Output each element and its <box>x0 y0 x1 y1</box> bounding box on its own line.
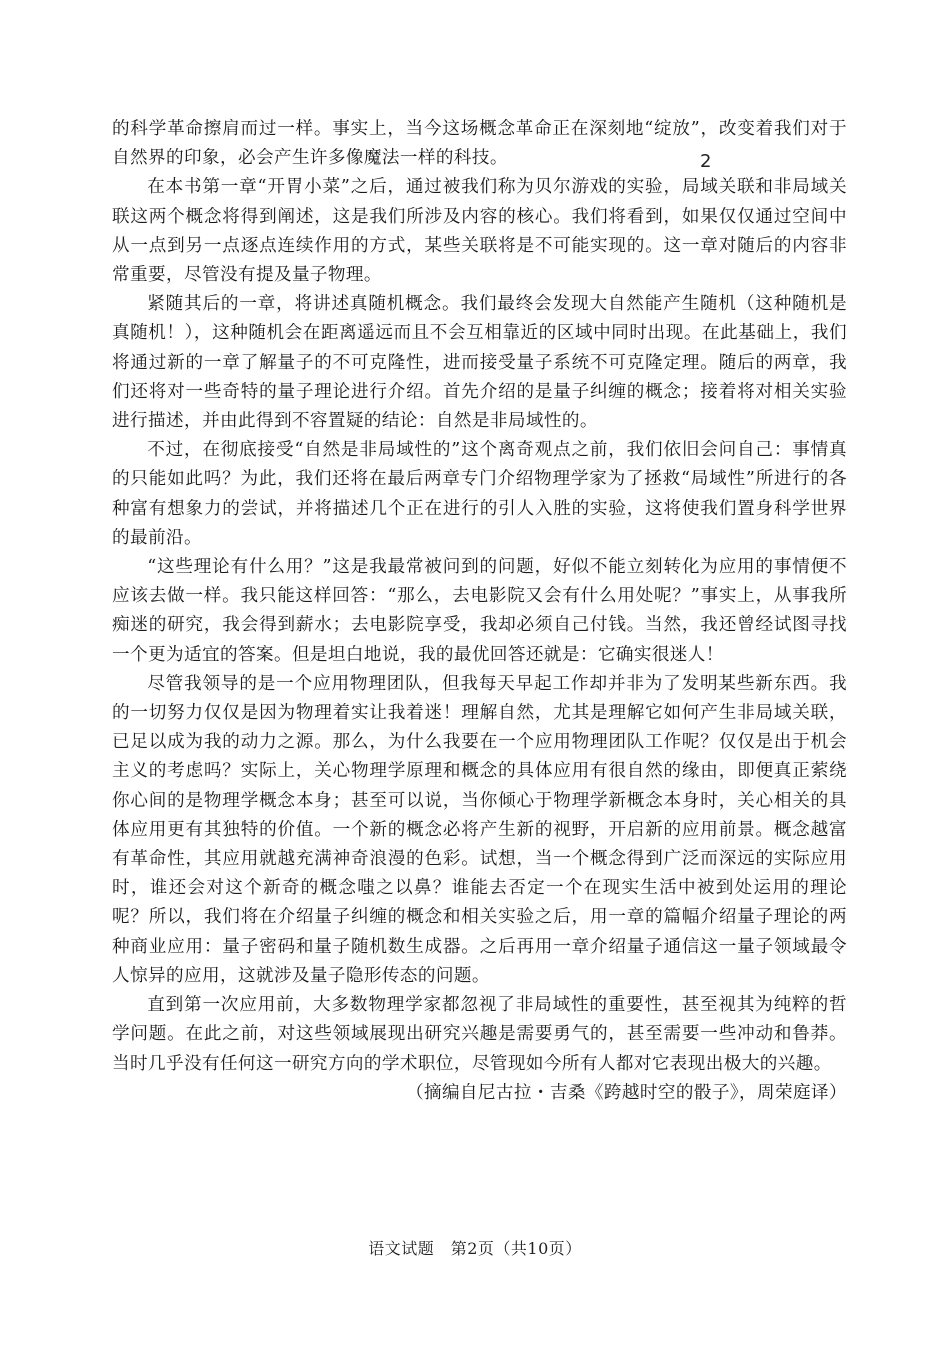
paragraph-locality: 不过，在彻底接受“自然是非局域性的”这个离奇观点之前，我们依旧会问自己：事情真的只能如此吗？为此，我们还将在最后两章专门介绍物理学家为了拯救“局域性”所进行的各种富有想象力的尝试，并将描述几个正在进行的引人入胜的实验，这将使我们置身科学世界的最前沿。 <box>112 440 847 548</box>
page-footer: 语文试题 第2页（共10页） <box>368 1239 582 1258</box>
source-citation: （摘编自尼古拉・吉桑《跨越时空的骰子》，周荣庭译） <box>405 1082 847 1103</box>
paragraph-true-randomness: 紧随其后的一章，将讲述真随机概念。我们最终会发现大自然能产生随机（这种随机是真随机！），这种随机会在距离遥远而且不会互相靠近的区域中同时出现。在此基础上，我们将通过新的一章了解量子的不可克隆性，进而接受量子系统不可克隆定理。随后的两章，我们还将对一些奇特的量子理论进行介绍。首先介绍的是量子纠缠的概念；接着将对相关实验进行描述，并由此得到不容置疑的结论：自然是非局域性的。 <box>112 294 847 432</box>
paragraph-applied-physics: 尽管我领导的是一个应用物理团队，但我每天早起工作却并非为了发明某些新东西。我的一切努力仅仅是因为物理着实让我着迷！理解自然，尤其是理解它如何产生非局域关联，已足以成为我的动力之源。那么，为什么我要在一个应用物理团队工作呢？仅仅是出于机会主义的考虑吗？实际上，关心物理学原理和概念的具体应用有很自然的缘由，即便真正萦绕你心间的是物理学概念本身；甚至可以说，当你倾心于物理学新概念本身时，关心相关的具体应用更有其独特的价值。一个新的概念必将产生新的视野，开启新的应用前景。概念越富有革命性，其应用就越充满神奇浪漫的色彩。试想，当一个概念得到广泛而深远的实际应用时，谁还会对这个新奇的概念嗤之以鼻？谁能去否定一个在现实生活中被到处运用的理论呢？所以，我们将在介绍量子纠缠的概念和相关实验之后，用一章的篇幅介绍量子理论的两种商业应用：量子密码和量子随机数生成器。之后再用一章介绍量子通信这一量子领域最令人惊异的应用，这就涉及量子隐形传态的问题。 <box>112 673 847 986</box>
reading-passage <box>112 115 847 1108</box>
handwritten-page-mark: 2 <box>700 151 712 172</box>
paragraph-chapter-one: 在本书第一章“开胃小菜”之后，通过被我们称为贝尔游戏的实验，局域关联和非局域关联这两个概念将得到阐述，这是我们所涉及内容的核心。我们将看到，如果仅仅通过空间中从一点到另一点逐点连续作用的方式，某些关联将是不可能实现的。这一章对随后的内容非常重要，尽管没有提及量子物理。 <box>112 177 847 286</box>
paragraph-first-application: 直到第一次应用前，大多数物理学家都忽视了非局域性的重要性，甚至视其为纯粹的哲学问题。在此之前，对这些领域展现出研究兴趣是需要勇气的，甚至需要一些冲动和鲁莽。当时几乎没有任何这一研究方向的学术职位，尽管现如今所有人都对它表现出极大的兴趣。 <box>112 995 847 1074</box>
paragraph-continuation: 的科学革命擦肩而过一样。事实上，当今这场概念革命正在深刻地“绽放”，改变着我们对于自然界的印象，必会产生许多像魔法一样的科技。 <box>112 119 847 169</box>
paragraph-usefulness: “这些理论有什么用？”这是我最常被问到的问题，好似不能立刻转化为应用的事情便不应该去做一样。我只能这样回答：“那么，去电影院又会有什么用处呢？”事实上，从事我所痴迷的研究，我会得到薪水；去电影院享受，我却必须自己付钱。当然，我还曾经试图寻找一个更为适宜的答案。但是坦白地说，我的最优回答还就是：它确实很迷人！ <box>112 557 847 665</box>
